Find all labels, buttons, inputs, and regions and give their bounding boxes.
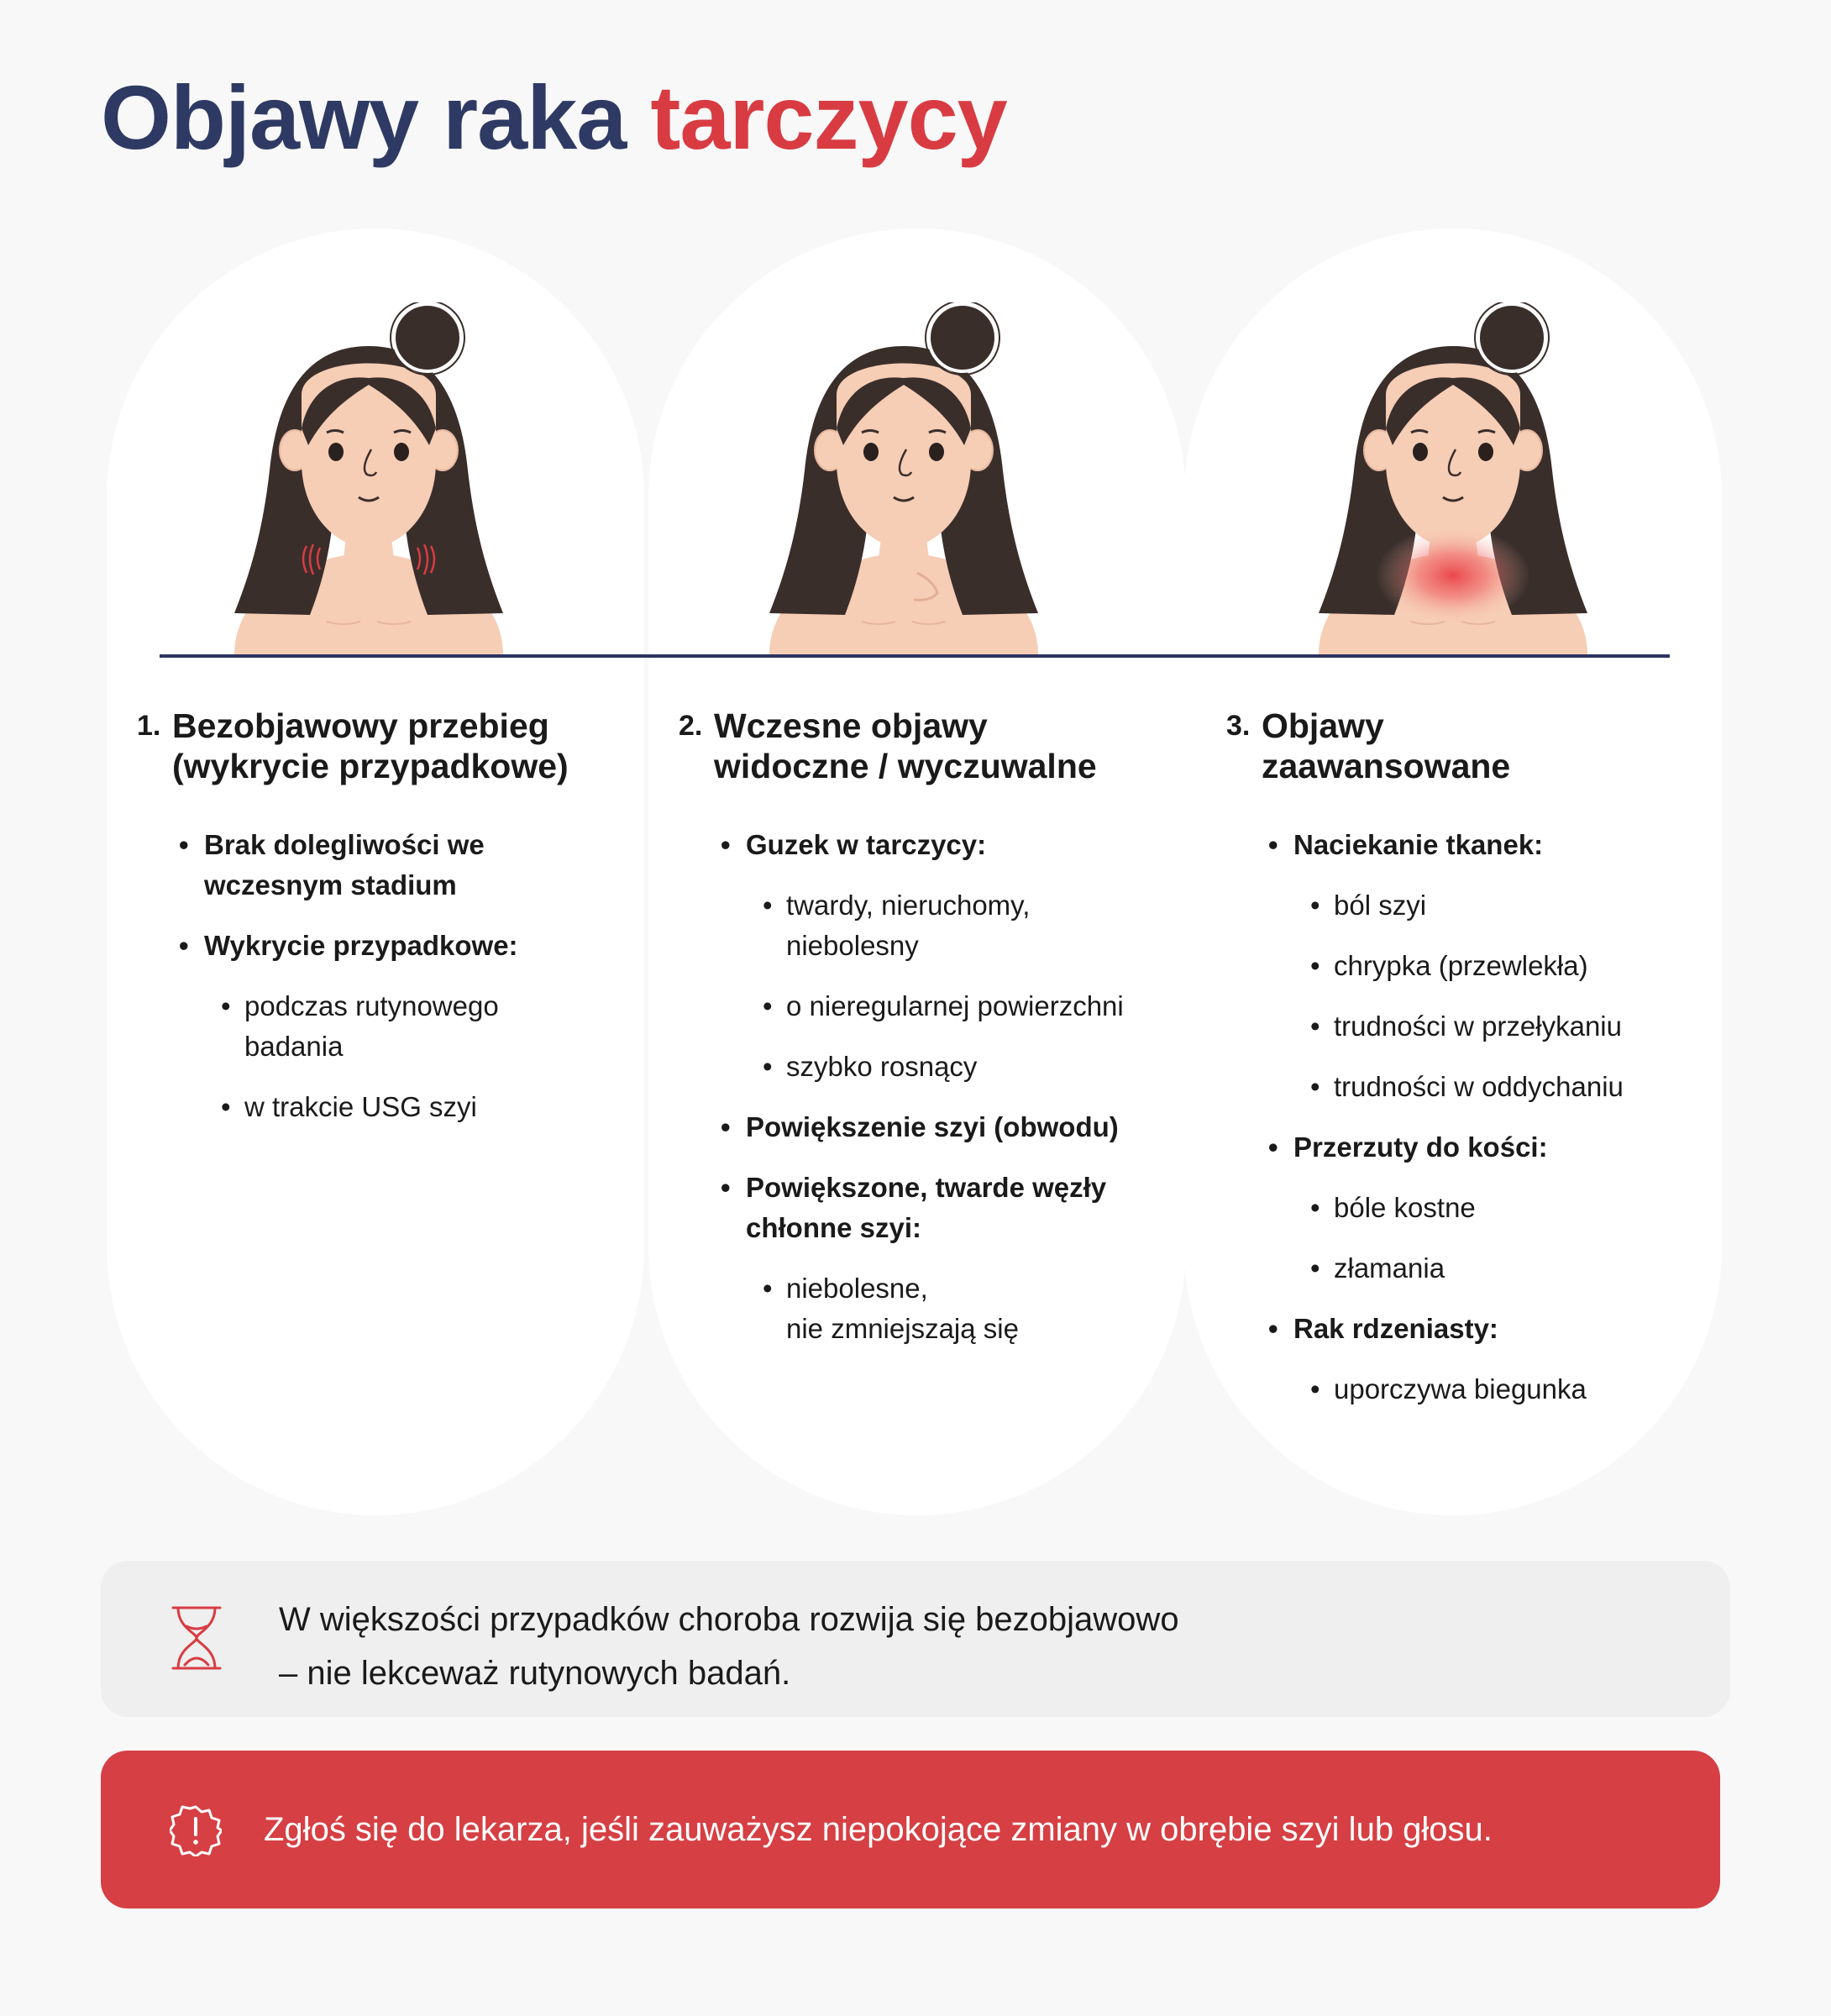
column-heading	[679, 706, 1183, 786]
hourglass-icon	[170, 1604, 223, 1672]
symptom-column-2	[679, 706, 1183, 1369]
symptom-item: • Naciekanie tkanek:	[1293, 825, 1697, 865]
symptom-item: • Powiększenie szyi (obwodu)	[746, 1107, 1183, 1147]
symptom-subitem: • szybko rosnący	[786, 1047, 1183, 1087]
symptom-subitem: • podczas rutynowego badania	[244, 986, 616, 1067]
neck-inflammation-glow-icon	[1376, 527, 1530, 624]
title-part-1: Objawy raka	[101, 66, 627, 168]
symptom-item: • Guzek w tarczycy:	[746, 825, 1183, 865]
woman-portrait-lymph-nodes-icon	[201, 302, 537, 657]
alert-banner	[101, 1751, 1720, 1908]
symptom-subitem: • uporczywa biegunka	[1334, 1369, 1697, 1410]
info-banner	[101, 1561, 1730, 1717]
symptom-subitem: • niebolesne, nie zmniejszają się	[786, 1268, 1183, 1349]
alert-message: Zgłoś się do lekarza, jeśli zauważysz niepokojące zmiany w obrębie szyi lub głosu.	[264, 1811, 1493, 1848]
symptom-subitem: • w trakcie USG szyi	[244, 1087, 616, 1127]
column-heading-text: Wczesne objawy widoczne / wyczuwalne	[714, 706, 1097, 785]
symptom-item: • Brak dolegliwości we wczesnym stadium	[204, 825, 616, 906]
title-part-2-highlight: tarczycy	[650, 66, 1007, 168]
symptom-subitem: • chrypka (przewlekła)	[1334, 946, 1697, 986]
symptom-subitem: • ból szyi	[1334, 885, 1697, 926]
symptom-column-3	[1226, 706, 1697, 1430]
symptom-subitem: • twardy, nieruchomy, niebolesny	[786, 885, 1183, 966]
alert-badge-icon	[170, 1804, 222, 1856]
column-heading	[137, 706, 616, 786]
column-number: 3.	[1226, 710, 1251, 742]
column-heading-text: Objawy zaawansowane	[1262, 706, 1511, 785]
page-title	[101, 59, 1007, 176]
symptom-item: • Rak rdzeniasty:	[1293, 1309, 1697, 1349]
symptom-item: • Wykrycie przypadkowe:	[204, 926, 616, 966]
symptom-subitem: • złamania	[1334, 1248, 1697, 1289]
symptom-item: • Powiększone, twarde węzły chłonne szyi:	[746, 1168, 1183, 1248]
symptom-list	[137, 825, 616, 1127]
symptom-subitem: • trudności w przełykaniu	[1334, 1006, 1697, 1047]
woman-portrait-thyroid-nodule-icon	[736, 302, 1072, 657]
symptom-list	[1226, 825, 1697, 1410]
woman-portrait-neck-inflammation-icon	[1285, 302, 1621, 657]
column-number: 1.	[137, 710, 161, 742]
info-message: W większości przypadków choroba rozwija się bezobjawowo – nie lekceważ rutynowych badań.	[279, 1601, 1179, 1692]
symptom-column-1	[137, 706, 616, 1147]
symptom-subitem: • bóle kostne	[1334, 1188, 1697, 1228]
symptom-list	[679, 825, 1183, 1349]
column-heading-text: Bezobjawowy przebieg (wykrycie przypadkowe)	[172, 706, 569, 785]
symptom-subitem: • o nieregularnej powierzchni	[786, 986, 1183, 1026]
divider-line	[160, 654, 1670, 658]
column-number: 2.	[679, 710, 703, 742]
symptom-subitem: • trudności w oddychaniu	[1334, 1067, 1697, 1107]
column-heading	[1226, 706, 1697, 786]
symptom-item: • Przerzuty do kości:	[1293, 1127, 1697, 1168]
